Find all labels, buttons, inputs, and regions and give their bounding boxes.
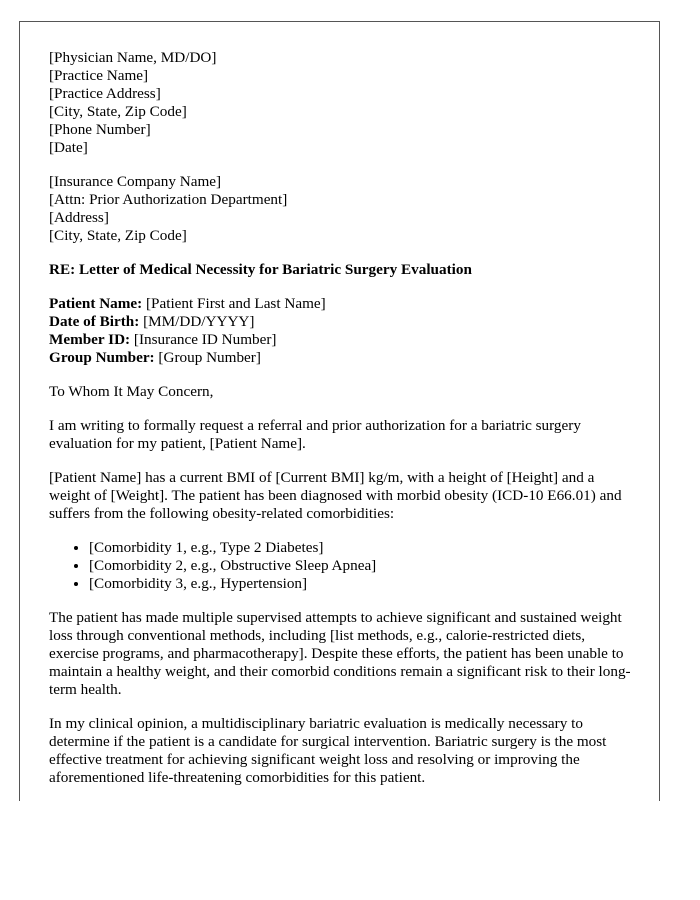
list-item: • [Comorbidity 3, e.g., Hypertension] <box>89 575 634 593</box>
opinion-paragraph: In my clinical opinion, a multidisciplinary bariatric evaluation is medically necessary to determine if the patient is a candidate for surgical intervention. Bariatric surgery is the most effective treatment for achieving significant weight loss and resolving or improving the aforementioned life-threatening comorbidities for this patient. <box>49 715 607 786</box>
phone-number: [Phone Number] <box>49 121 151 138</box>
dob-label: Date of Birth: <box>49 313 140 330</box>
group-number-label: Group Number: <box>49 349 155 366</box>
salutation: To Whom It May Concern, <box>49 383 214 400</box>
patient-name-label: Patient Name: <box>49 295 143 312</box>
recipient-address: [Address] <box>49 209 109 226</box>
patient-name-row <box>49 295 634 313</box>
intro-paragraph: I am writing to formally request a referral and prior authorization for a bariatric surgery evaluation for my patient, [Patient Name]. <box>49 417 581 452</box>
letter-body <box>49 49 634 801</box>
letter-page <box>19 21 660 801</box>
dob-value: [MM/DD/YYYY] <box>139 313 255 330</box>
recipient-block <box>49 173 634 245</box>
practice-address: [Practice Address] <box>49 85 161 102</box>
letter-date: [Date] <box>49 139 88 156</box>
sender-city-state-zip: [City, State, Zip Code] <box>49 103 187 120</box>
comorbidity-list <box>49 539 634 593</box>
member-id-value: [Insurance ID Number] <box>130 331 277 348</box>
attempts-paragraph: The patient has made multiple supervised attempts to achieve significant and sustained weight loss through conventional methods, including [list methods, e.g., calorie-restricted diets, exercise programs, and pharmacotherapy]. Despite these efforts, the patient has been unable to maintain a healthy weight, and their comorbid conditions remain a significant risk to their long-term health. <box>49 609 631 698</box>
sender-block <box>49 49 634 157</box>
insurance-company: [Insurance Company Name] <box>49 173 222 190</box>
recipient-attn: [Attn: Prior Authorization Department] <box>49 191 288 208</box>
patient-info-block <box>49 295 634 367</box>
bmi-paragraph: [Patient Name] has a current BMI of [Current BMI] kg/m, with a height of [Height] and a weight of [Weight]. The patient has been diagnosed with morbid obesity (ICD-10 E66.01) and suffers from the following obesity-related comorbidities: <box>49 469 622 522</box>
subject-line: RE: Letter of Medical Necessity for Bariatric Surgery Evaluation <box>49 261 472 278</box>
list-item: • [Comorbidity 1, e.g., Type 2 Diabetes] <box>89 539 634 557</box>
dob-row <box>49 313 634 331</box>
list-item: • [Comorbidity 2, e.g., Obstructive Sleep Apnea] <box>89 557 634 575</box>
member-id-row <box>49 331 634 349</box>
member-id-label: Member ID: <box>49 331 131 348</box>
practice-name: [Practice Name] <box>49 67 149 84</box>
group-number-row <box>49 349 634 367</box>
recipient-city-state-zip: [City, State, Zip Code] <box>49 227 187 244</box>
physician-name: [Physician Name, MD/DO] <box>49 49 217 66</box>
patient-name-value: [Patient First and Last Name] <box>142 295 326 312</box>
group-number-value: [Group Number] <box>154 349 261 366</box>
